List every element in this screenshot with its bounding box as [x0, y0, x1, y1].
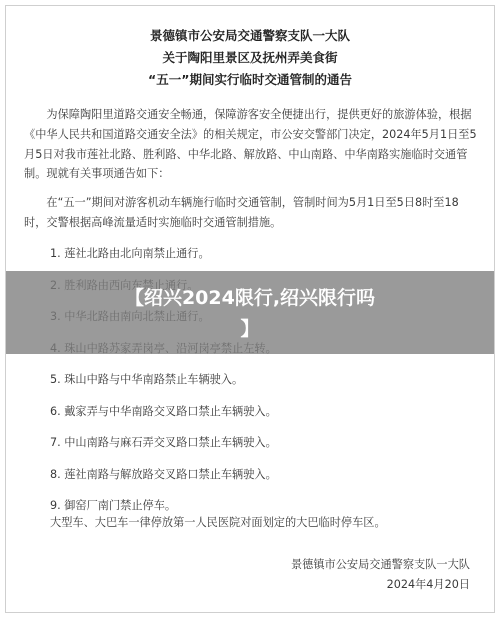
signature-date: 2024年4月20日: [386, 578, 470, 591]
signature-org: 景德镇市公安局交通警察支队一大队: [290, 558, 470, 571]
overlay-title-line2: 】: [240, 318, 260, 340]
signature-block: [291, 555, 470, 595]
overlay-title-line1: 【绍兴2024限行,绍兴限行吗: [124, 287, 376, 309]
subject-title: 关于陶阳里景区及抚州弄美食街: [162, 50, 338, 65]
parking-note: 大型车、大巴车一律停放第一人民医院对面划定的大巴临时停车区。: [50, 516, 386, 529]
list-item: 6. 戴家弄与中华南路交叉路口禁止车辆驶入。: [50, 404, 277, 418]
list-item: 5. 珠山中路与中华南路禁止车辆驶入。: [50, 373, 244, 386]
control-time-paragraph: 在“五一”期间对游客机动车辆施行临时交通管制，管制时间为5月1日至5日8时至18时，交警根据高峰流量适时实施临时交通管制措施。: [24, 196, 459, 229]
list-item: 1. 莲社北路由北向南禁止通行。: [50, 247, 210, 260]
list-item: 8. 莲社南路与解放路交叉路口禁止车辆驶入。: [50, 467, 277, 481]
list-item: 7. 中山南路与麻石弄交叉路口禁止车辆驶入。: [50, 436, 277, 449]
notice-document: [5, 5, 495, 613]
title-overlay-banner: [6, 271, 494, 354]
list-item: 9. 御窑厂南门禁止停车。: [50, 499, 177, 512]
notice-title: “五一”期间实行临时交通管制的通告: [148, 72, 352, 87]
notice-header: [6, 25, 494, 91]
intro-paragraph: 为保障陶阳里道路交通安全畅通，保障游客安全便捷出行，提供更好的旅游体验，根据《中华人民共和国道路交通安全法》的相关规定，市公安交警部门决定，2024年5月1日至5月5日对我市莲社北路、胜利路、中华北路、解放路、中山南路、中华南路实施临时交通管制。现就有关事项通告如下：: [24, 108, 477, 181]
issuer-title: 景德镇市公安局交通警察支队一大队: [149, 28, 350, 43]
